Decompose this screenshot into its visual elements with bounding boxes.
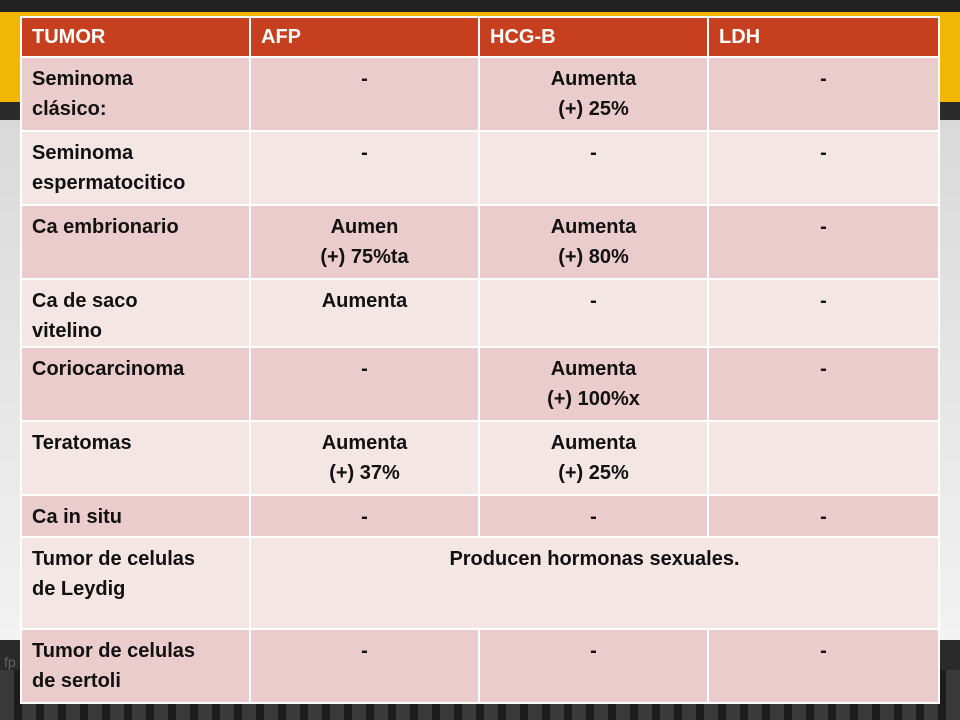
cell-ldh — [708, 57, 939, 131]
table-row — [21, 205, 939, 279]
cell-text-line: - — [820, 290, 827, 312]
header-hcg-b: HCG-B — [479, 17, 708, 57]
tumor-markers-table — [20, 16, 940, 704]
cell-text-line: Aumenta — [321, 290, 408, 312]
cell-text-line: Ca de saco — [32, 290, 138, 312]
cell-text-line: - — [820, 506, 827, 528]
cell-afp — [250, 421, 479, 495]
cell-ldh — [708, 629, 939, 703]
cell-text-line: Aumenta — [550, 68, 637, 90]
cell-tumor-name — [21, 495, 250, 537]
cell-tumor-name — [21, 421, 250, 495]
cell-text-line: - — [820, 68, 827, 90]
table-row — [21, 629, 939, 703]
cell-text-line: (+) 37% — [329, 462, 400, 484]
cell-text-line: Seminoma — [32, 142, 134, 164]
cell-text-line: - — [820, 216, 827, 238]
cell-text-line: (+) 75%ta — [320, 246, 409, 268]
cell-text-line: vitelino — [32, 320, 103, 342]
cell-hcg-b — [479, 495, 708, 537]
cell-text-line: (+) 80% — [558, 246, 629, 268]
cell-text-line: clásico: — [32, 98, 107, 120]
cell-text-line: Aumenta — [550, 216, 637, 238]
cell-ldh — [708, 131, 939, 205]
cell-text-line: - — [361, 640, 368, 662]
header-afp: AFP — [250, 17, 479, 57]
header-tumor: TUMOR — [21, 17, 250, 57]
footer-fragment-text: fp — [4, 654, 16, 670]
cell-text-line: - — [361, 506, 368, 528]
cell-ldh — [708, 205, 939, 279]
cell-text-line: - — [361, 358, 368, 380]
cell-text-line: Tumor de celulas — [32, 640, 196, 662]
table-row — [21, 537, 939, 629]
cell-text-line: Tumor de celulas — [32, 548, 196, 570]
cell-text-line: - — [820, 358, 827, 380]
table-row — [21, 279, 939, 347]
cell-text-line: (+) 25% — [558, 98, 629, 120]
cell-text-line: - — [361, 68, 368, 90]
cell-tumor-name — [21, 537, 250, 629]
cell-ldh — [708, 421, 939, 495]
cell-text-line: - — [820, 640, 827, 662]
cell-text-line: - — [361, 142, 368, 164]
cell-text-line: Aumenta — [550, 432, 637, 454]
table-row — [21, 421, 939, 495]
cell-text-line: espermatocitico — [32, 172, 186, 194]
cell-afp — [250, 131, 479, 205]
header-ldh: LDH — [708, 17, 939, 57]
cell-ldh — [708, 495, 939, 537]
cell-hcg-b — [479, 57, 708, 131]
cell-text-line: - — [820, 142, 827, 164]
cell-text-line: - — [590, 142, 597, 164]
cell-afp — [250, 205, 479, 279]
cell-tumor-name — [21, 57, 250, 131]
cell-text-line: Teratomas — [32, 432, 132, 454]
cell-tumor-name — [21, 205, 250, 279]
cell-hcg-b — [479, 205, 708, 279]
cell-tumor-name — [21, 131, 250, 205]
cell-text-line: - — [590, 640, 597, 662]
cell-hcg-b — [479, 347, 708, 421]
cell-tumor-name — [21, 279, 250, 347]
cell-text-line: - — [590, 506, 597, 528]
cell-text-line: - — [590, 290, 597, 312]
cell-text-line: Aumenta — [550, 358, 637, 380]
cell-text-line: Ca in situ — [32, 506, 123, 528]
cell-tumor-name — [21, 629, 250, 703]
cell-hcg-b — [479, 629, 708, 703]
cell-text-line: de Leydig — [32, 578, 126, 600]
slide-top-border — [0, 0, 960, 12]
cell-hcg-b — [479, 131, 708, 205]
cell-merged-note: Producen hormonas sexuales. — [250, 537, 939, 629]
cell-afp — [250, 629, 479, 703]
cell-afp — [250, 495, 479, 537]
cell-ldh — [708, 347, 939, 421]
table-row — [21, 347, 939, 421]
cell-text-line: Aumen — [330, 216, 399, 238]
cell-tumor-name — [21, 347, 250, 421]
table-row — [21, 57, 939, 131]
cell-text-line: Coriocarcinoma — [32, 358, 185, 380]
cell-text-line: (+) 25% — [558, 462, 629, 484]
table-row — [21, 131, 939, 205]
table-row — [21, 495, 939, 537]
cell-text-line: (+) 100%x — [547, 388, 640, 410]
cell-ldh — [708, 279, 939, 347]
cell-hcg-b — [479, 279, 708, 347]
table-header-row — [21, 17, 939, 57]
cell-text-line: Seminoma — [32, 68, 134, 90]
cell-text-line: de sertoli — [32, 670, 121, 692]
cell-text-line: Aumenta — [321, 432, 408, 454]
cell-text-line: Ca embrionario — [32, 216, 179, 238]
cell-afp — [250, 347, 479, 421]
cell-hcg-b — [479, 421, 708, 495]
cell-afp — [250, 279, 479, 347]
cell-afp — [250, 57, 479, 131]
